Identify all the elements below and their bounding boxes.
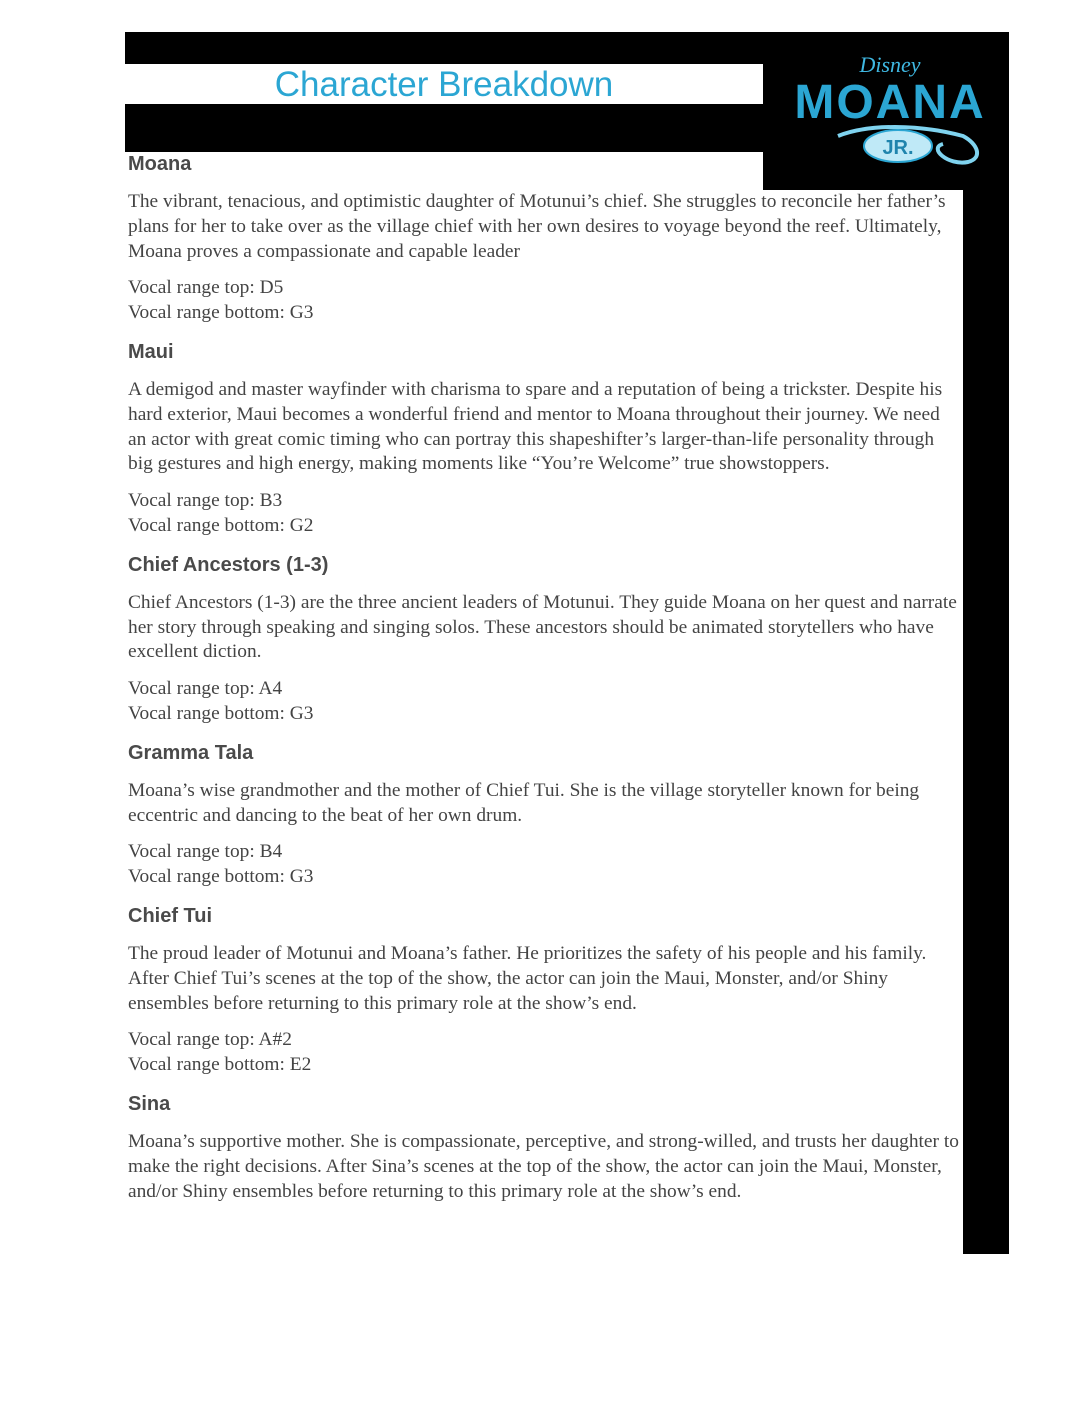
- character-description: Chief Ancestors (1-3) are the three ancient leaders of Motunui. They guide Moana on her quest and narrate her story through speaking and singing solos. These ancestors should be animated storytellers who have excellent diction.: [128, 591, 957, 663]
- vocal-range: [128, 276, 960, 326]
- character-name: Chief Ancestors (1-3): [128, 553, 329, 576]
- vocal-range-top: Vocal range top: A#2: [128, 1029, 292, 1051]
- logo-brand: Disney: [859, 52, 921, 77]
- vocal-range-bottom: Vocal range bottom: G3: [128, 302, 314, 324]
- vocal-range-top: Vocal range top: B3: [128, 490, 283, 512]
- character-entry: [128, 150, 960, 326]
- logo-badge: JR.: [882, 137, 914, 159]
- character-name: Gramma Tala: [128, 741, 254, 764]
- character-list: [128, 150, 960, 1216]
- character-description: A demigod and master wayfinder with charisma to spare and a reputation of being a trickster. Despite his hard exterior, Maui becomes a wonderful friend and mentor to Moana throughout their journey. We need an actor with great comic timing who can portray this shapeshifter’s larger-than-life personality through big gestures and high energy, making moments like “You’re Welcome” true showstoppers.: [128, 378, 943, 475]
- character-name: Sina: [128, 1092, 171, 1115]
- vocal-range-bottom: Vocal range bottom: G3: [128, 702, 314, 724]
- vocal-range-bottom: Vocal range bottom: E2: [128, 1054, 312, 1076]
- vocal-range: [128, 1028, 960, 1078]
- logo-title: MOANA: [794, 76, 986, 129]
- vocal-range: [128, 677, 960, 727]
- vocal-range: [128, 489, 960, 539]
- character-name: Moana: [128, 153, 192, 175]
- character-entry: [128, 739, 960, 890]
- vocal-range-top: Vocal range top: B4: [128, 841, 283, 863]
- character-description: The proud leader of Motunui and Moana’s father. He prioritizes the safety of his people and his family. After Chief Tui’s scenes at the top of the show, the actor can join the Maui, Monster, and/or Shiny ensembles before returning to this primary role at the show’s end.: [128, 942, 927, 1014]
- character-description: Moana’s wise grandmother and the mother of Chief Tui. She is the village storyteller known for being eccentric and dancing to the beat of her own drum.: [128, 779, 920, 826]
- vocal-range-bottom: Vocal range bottom: G2: [128, 514, 314, 536]
- character-name: Maui: [128, 340, 174, 363]
- character-description: The vibrant, tenacious, and optimistic daughter of Motunui’s chief. She struggles to reconcile her father’s plans for her to take over as the village chief with her own desires to voyage beyond the reef. Ultimately, Moana proves a compassionate and capable leader: [128, 191, 946, 262]
- vocal-range-top: Vocal range top: A4: [128, 678, 283, 700]
- page-title: Character Breakdown: [125, 64, 763, 104]
- character-name: Chief Tui: [128, 904, 213, 927]
- vocal-range: [128, 840, 960, 890]
- character-entry: [128, 902, 960, 1078]
- vocal-range-top: Vocal range top: D5: [128, 277, 284, 299]
- right-border: [963, 190, 1009, 1254]
- character-entry: [128, 551, 960, 727]
- header-frame-band: [125, 104, 765, 152]
- character-description: Moana’s supportive mother. She is compassionate, perceptive, and strong-willed, and trusts her daughter to make the right decisions. After Sina’s scenes at the top of the show, the actor can join the Maui, Monster, and/or Shiny ensembles before returning to this primary role at the show’s end.: [128, 1130, 959, 1202]
- character-entry: [128, 1090, 960, 1204]
- character-entry: [128, 338, 960, 539]
- vocal-range-bottom: Vocal range bottom: G3: [128, 866, 314, 888]
